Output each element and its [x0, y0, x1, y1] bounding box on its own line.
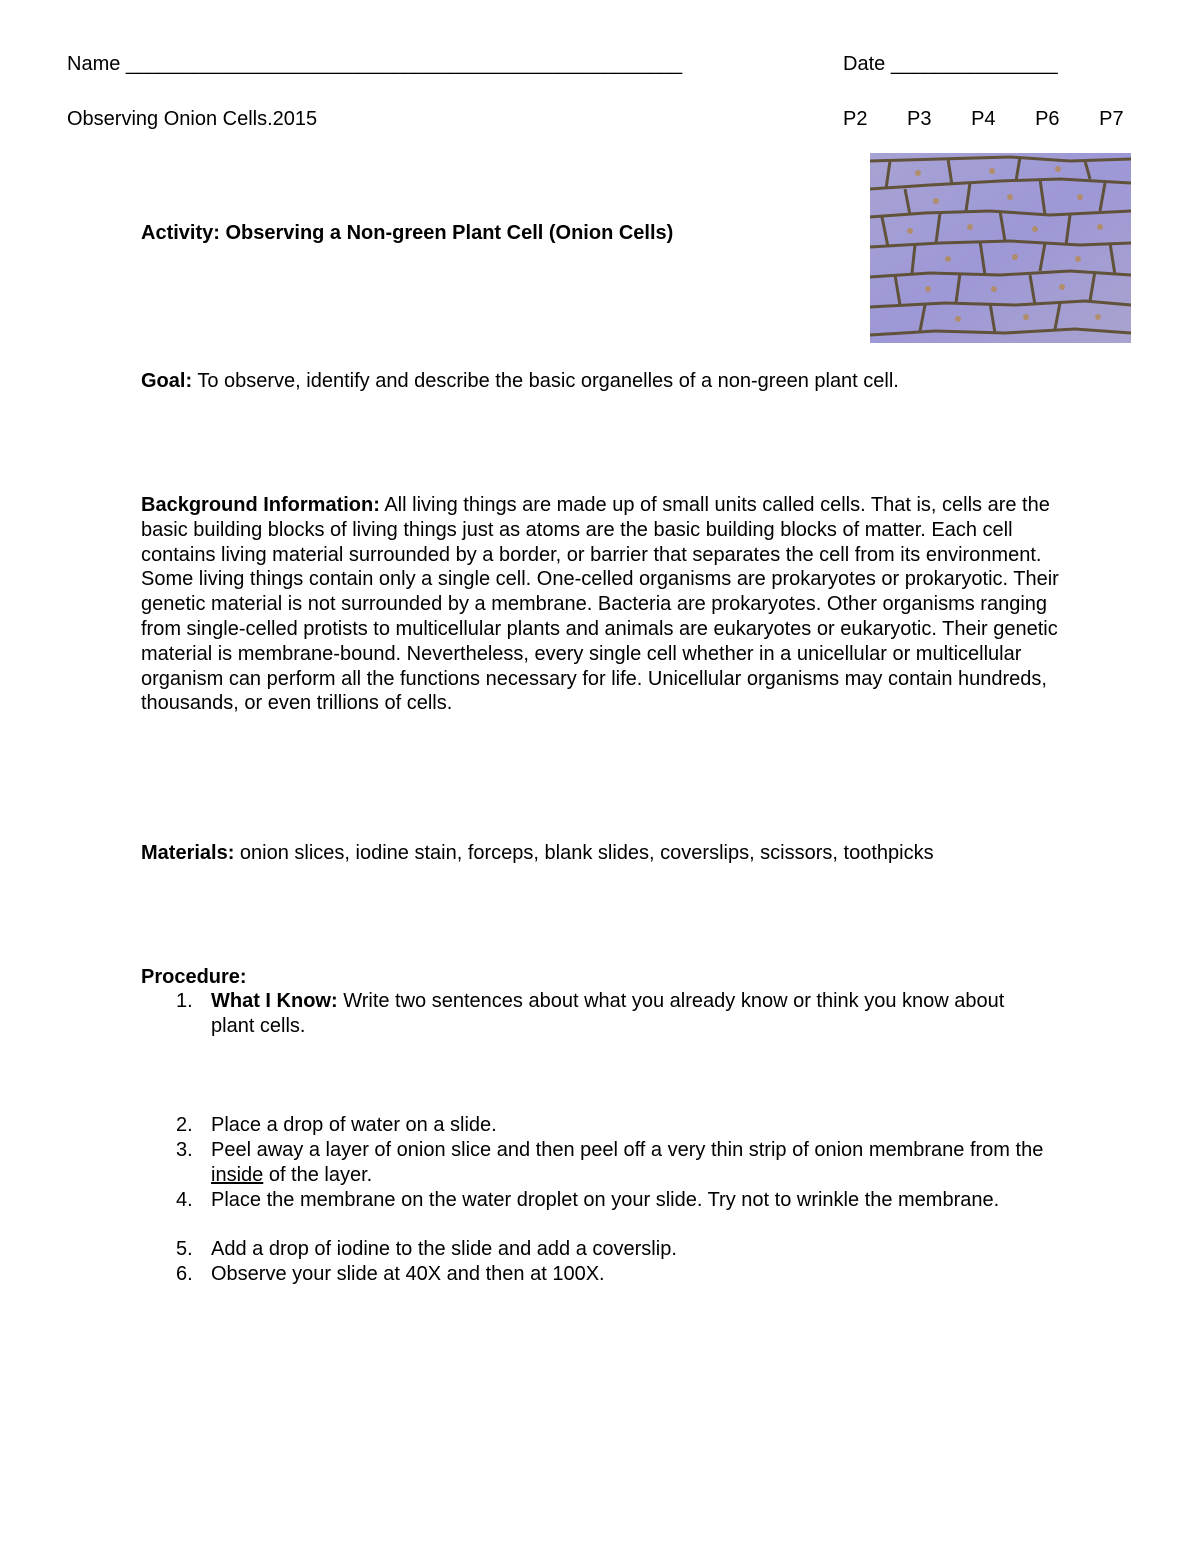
materials-label: Materials:: [141, 842, 235, 864]
worksheet-title: Observing Onion Cells.2015: [67, 108, 318, 130]
step-number: 3.: [176, 1139, 193, 1161]
name-blank: __________________________________________________: [125, 53, 683, 75]
step-label: What I Know:: [211, 990, 338, 1012]
date-blank: _______________: [890, 53, 1058, 75]
step-text: Place a drop of water on a slide.: [211, 1114, 497, 1136]
period-p4: P4: [971, 108, 996, 130]
date-label: Date: [843, 53, 886, 75]
materials-section: [141, 841, 1071, 866]
step-number: 4.: [176, 1189, 193, 1211]
step-text: Write two sentences about what you already know or think you know about plant cells.: [211, 990, 1005, 1037]
step-body: [211, 989, 1051, 1039]
step-text-before: Peel away a layer of onion slice and then peel off a very thin strip of onion membrane from the: [211, 1139, 1044, 1161]
step-number: 2.: [176, 1114, 193, 1136]
materials-text: onion slices, iodine stain, forceps, blank slides, coverslips, scissors, toothpicks: [234, 842, 934, 864]
step-underlined-word: inside: [211, 1163, 264, 1186]
period-list: [843, 107, 1124, 132]
goal-section: [141, 369, 1071, 394]
goal-label: Goal:: [141, 370, 193, 392]
activity-heading: Activity: Observing a Non-green Plant Cell (Onion Cells): [141, 222, 674, 244]
background-label: Background Information:: [141, 494, 380, 516]
procedure-heading: Procedure:: [141, 966, 247, 988]
background-paragraph-2: Some living things contain only a single cell. One-celled organisms are prokaryotes or prokaryotic. Their genetic material is not surrounded by a membrane. Bacteria are prokaryotes. Other organisms ranging from single-celled protists to multicellular plants and animals are eukaryotes or eukaryotic. Their genetic material is membrane-bound. Nevertheless, every single cell whether in a unicellular or multicellular organism can perform all the functions necessary for life. Unicellular organisms may contain hundreds, thousands, or even trillions of cells.: [141, 568, 1059, 715]
step-text: Observe your slide at 40X and then at 100X.: [211, 1263, 605, 1285]
step-number: 1.: [176, 990, 193, 1012]
step-text: Place the membrane on the water droplet on your slide. Try not to wrinkle the membrane.: [211, 1189, 1000, 1211]
step-body: [211, 1138, 1051, 1188]
background-section: [141, 493, 1071, 716]
background-text-1: All living things are made up of small units called cells. That is, cells are the basic building blocks of living things just as atoms are the basic building blocks of matter. Each cell contains living material surrounded by a border, or barrier that separates the cell from its environment.: [141, 494, 1050, 566]
date-field: [843, 52, 1058, 77]
period-p7: P7: [1099, 108, 1124, 130]
step-number: 5.: [176, 1238, 193, 1260]
period-p2: P2: [843, 108, 868, 130]
background-paragraph-1: [141, 493, 1071, 567]
period-p3: P3: [907, 108, 932, 130]
goal-text: To observe, identify and describe the basic organelles of a non-green plant cell.: [192, 370, 899, 392]
step-number: 6.: [176, 1263, 193, 1285]
period-p6: P6: [1035, 108, 1060, 130]
step-text: Add a drop of iodine to the slide and add a coverslip.: [211, 1238, 677, 1260]
onion-cells-image: [870, 153, 1131, 343]
step-text-after: of the layer.: [263, 1163, 373, 1186]
name-field: [67, 52, 682, 77]
name-label: Name: [67, 53, 121, 75]
